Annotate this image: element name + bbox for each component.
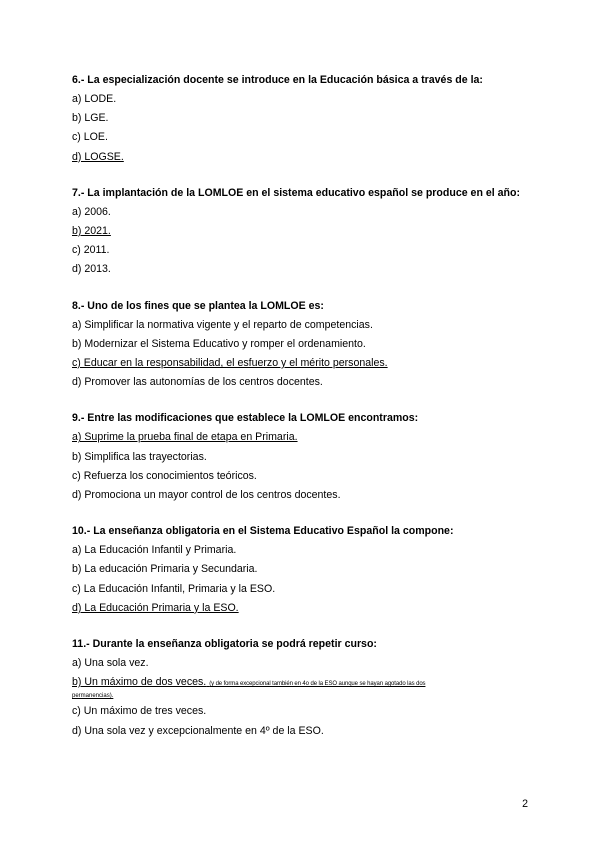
option-d: d) Promover las autonomías de los centros docentes.: [72, 376, 323, 389]
question-title: 7.- La implantación de la LOMLOE en el sistema educativo español se produce en el año:: [72, 186, 520, 199]
option-b-correct: b) 2021.: [72, 225, 111, 238]
question-9: [72, 409, 532, 505]
option-b: b) La educación Primaria y Secundaria.: [72, 563, 258, 576]
option-c: c) Un máximo de tres veces.: [72, 705, 207, 718]
question-6: [72, 71, 532, 167]
option-a: a) Simplificar la normativa vigente y el reparto de competencias.: [72, 318, 373, 331]
option-a: a) LODE.: [72, 93, 117, 105]
option-c: c) LOE.: [72, 131, 108, 144]
option-b-note: (y de forma excepcional también en 4o de la ESO aunque se hayan agotado las dos: [209, 681, 426, 688]
option-c: c) Refuerza los conocimientos teóricos.: [72, 469, 257, 482]
document-body: [72, 71, 532, 758]
option-b-note-continuation: permanencias).: [72, 693, 114, 700]
option-d: d) Una sola vez y excepcionalmente en 4º de la ESO.: [72, 724, 324, 737]
question-title: 10.- La enseñanza obligatoria en el Sistema Educativo Español la compone:: [72, 525, 454, 538]
question-7: [72, 184, 532, 280]
option-d-correct: d) La Educación Primaria y la ESO.: [72, 601, 239, 614]
question-title: 9.- Entre las modificaciones que establece la LOMLOE encontramos:: [72, 412, 419, 425]
question-11: [72, 635, 532, 741]
question-title: 11.- Durante la enseñanza obligatoria se podrá repetir curso:: [72, 638, 377, 651]
option-c: c) 2011.: [72, 244, 110, 257]
option-a: a) Una sola vez.: [72, 657, 149, 670]
option-b-text: b) Un máximo de dos veces.: [72, 676, 207, 689]
option-d-correct: d) LOGSE.: [72, 150, 124, 163]
question-title: 6.- La especialización docente se introduce en la Educación básica a través de la:: [72, 74, 483, 86]
question-10: [72, 522, 532, 618]
option-a: a) La Educación Infantil y Primaria.: [72, 544, 237, 557]
option-d: d) 2013.: [72, 263, 111, 276]
option-b: b) Simplifica las trayectorias.: [72, 450, 207, 463]
option-b: b) LGE.: [72, 112, 109, 125]
option-a: a) 2006.: [72, 205, 111, 218]
option-d: d) Promociona un mayor control de los centros docentes.: [72, 489, 341, 502]
question-8: [72, 297, 532, 393]
option-c-correct: c) Educar en la responsabilidad, el esfuerzo y el mérito personales.: [72, 357, 388, 370]
option-b: b) Modernizar el Sistema Educativo y romper el ordenamiento.: [72, 337, 366, 350]
question-title: 8.- Uno de los fines que se plantea la LOMLOE es:: [72, 299, 324, 312]
option-c: c) La Educación Infantil, Primaria y la ESO.: [72, 582, 276, 595]
page-number: 2: [522, 798, 528, 810]
option-a-correct: a) Suprime la prueba final de etapa en Primaria.: [72, 431, 298, 444]
